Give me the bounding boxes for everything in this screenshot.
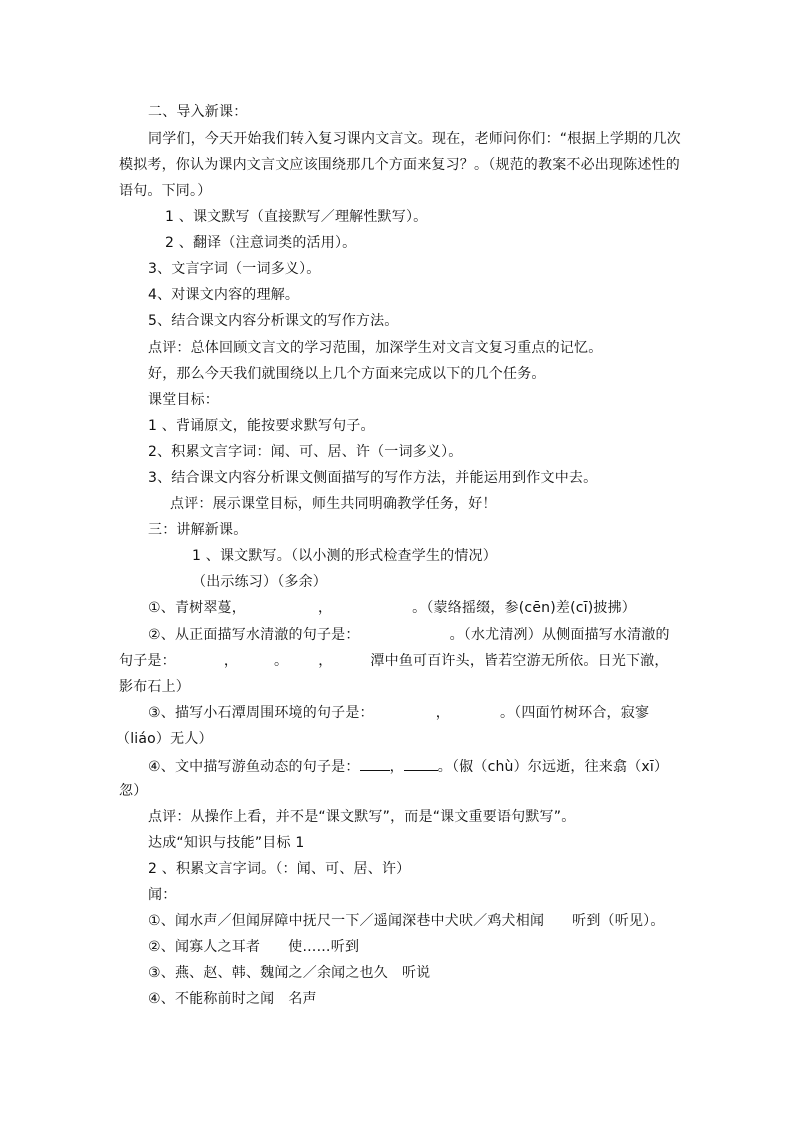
exercise-text: 。（水尤清冽）从侧面描写水清澈的 — [449, 627, 670, 643]
list-item: 2、积累文言字词：闻、可、居、许（一词多义）。 — [148, 444, 463, 460]
exercise-text: 。 — [274, 653, 289, 669]
exercise-text: ， — [435, 705, 450, 721]
paragraph-line: 好，那么今天我们就围绕以上几个方面来完成以下的几个任务。 — [148, 366, 546, 382]
exercise-text: 。（蒙络摇缀，参(cēn)差(cī)披拂） — [412, 600, 636, 616]
exercise-text: ， — [317, 600, 333, 616]
exercise-text: ②、从正面描写水清澈的句子是： — [148, 627, 360, 643]
list-item: 2 、积累文言字词。（：闻、可、居、许） — [148, 861, 411, 877]
example-text: ③、燕、赵、韩、魏闻之／余闻之也久 — [148, 965, 388, 981]
exercise-line: 忽） — [119, 783, 148, 799]
meaning-text: 听说 — [401, 965, 431, 981]
exercise-text: ， — [318, 653, 333, 669]
exercise-line: 影布石上） — [119, 679, 190, 695]
example-text: ②、闻寡人之耳者 — [148, 939, 261, 955]
list-item: 5、结合课文内容分析课文的写作方法。 — [148, 313, 399, 329]
exercise-line — [148, 704, 649, 722]
section-heading-intro: 二、导入新课： — [148, 104, 248, 120]
paragraph-line: 语句。下同。） — [119, 183, 212, 199]
paragraph-line: （出示练习）（多余） — [192, 574, 327, 590]
paragraph-line: 模拟考，你认为课内文言文应该围绕那几个方面来复习？。（规范的教案不必出现陈述性的 — [119, 157, 680, 173]
exercise-text: ④、文中描写游鱼动态的句子是： — [148, 759, 360, 775]
example-text: ①、闻水声／但闻屏障中抚尺一下／遥闻深巷中犬吠／鸡犬相闻 — [148, 913, 545, 929]
word-heading: 闻： — [148, 887, 177, 903]
exercise-text: 。（俶（chù）尔远逝，往来翕（xī） — [437, 759, 669, 775]
meaning-text: 使……听到 — [288, 939, 360, 955]
exercise-text: 句子是： — [119, 653, 176, 669]
definition-line — [148, 964, 430, 982]
meaning-text: 名声 — [288, 991, 317, 1007]
section-heading-goals: 课堂目标： — [148, 392, 219, 408]
paragraph-line: 达成“知识与技能”目标 1 — [148, 835, 305, 851]
comment-line: 点评：展示课堂目标，师生共同明确教学任务，好！ — [170, 496, 497, 512]
exercise-line — [148, 626, 670, 644]
comment-line: 点评：从操作上看，并不是“课文默写”，而是“课文重要语句默写”。 — [148, 809, 576, 825]
exercise-text: ， — [389, 759, 404, 775]
comment-line: 点评：总体回顾文言文的学习范围，加深学生对文言文复习重点的记忆。 — [148, 340, 603, 356]
exercise-text: 。（四面竹树环合，寂寥 — [499, 705, 650, 721]
exercise-line — [119, 652, 669, 670]
list-item: 4、对课文内容的理解。 — [148, 287, 300, 303]
list-item: 1 、课文默写（直接默写／理解性默写）。 — [165, 209, 428, 225]
list-item: 1 、背诵原文，能按要求默写句子。 — [148, 418, 375, 434]
definition-line — [148, 938, 359, 956]
exercise-line: （liáo）无人） — [116, 731, 213, 747]
list-item: 1 、课文默写。（以小测的形式检查学生的情况） — [192, 548, 497, 564]
list-item: 3、文言字词（一词多义）。 — [148, 261, 321, 277]
list-item: 3、结合课文内容分析课文侧面描写的写作方法，并能运用到作文中去。 — [148, 470, 598, 486]
meaning-text: 听到（听见）。 — [572, 913, 665, 929]
section-heading-lesson: 三：讲解新课。 — [148, 522, 248, 538]
exercise-text: ①、青树翠蔓， — [148, 600, 246, 616]
definition-line — [148, 912, 665, 930]
definition-line — [148, 990, 317, 1008]
example-text: ④、不能称前时之闻 — [148, 991, 275, 1007]
exercise-line — [148, 599, 636, 617]
exercise-text: ③、描写小石潭周围环境的句子是： — [148, 705, 374, 721]
paragraph-line: 同学们，今天开始我们转入复习课内文言文。现在，老师问你们：“根据上学期的几次 — [148, 131, 681, 147]
exercise-line — [148, 756, 668, 776]
answer-blank — [360, 756, 390, 771]
exercise-text: 潭中鱼可百许头，皆若空游无所依。日光下澈， — [370, 653, 669, 669]
exercise-text: ， — [223, 653, 239, 669]
answer-blank — [404, 756, 438, 771]
list-item: 2 、翻译（注意词类的活用）。 — [165, 235, 357, 251]
